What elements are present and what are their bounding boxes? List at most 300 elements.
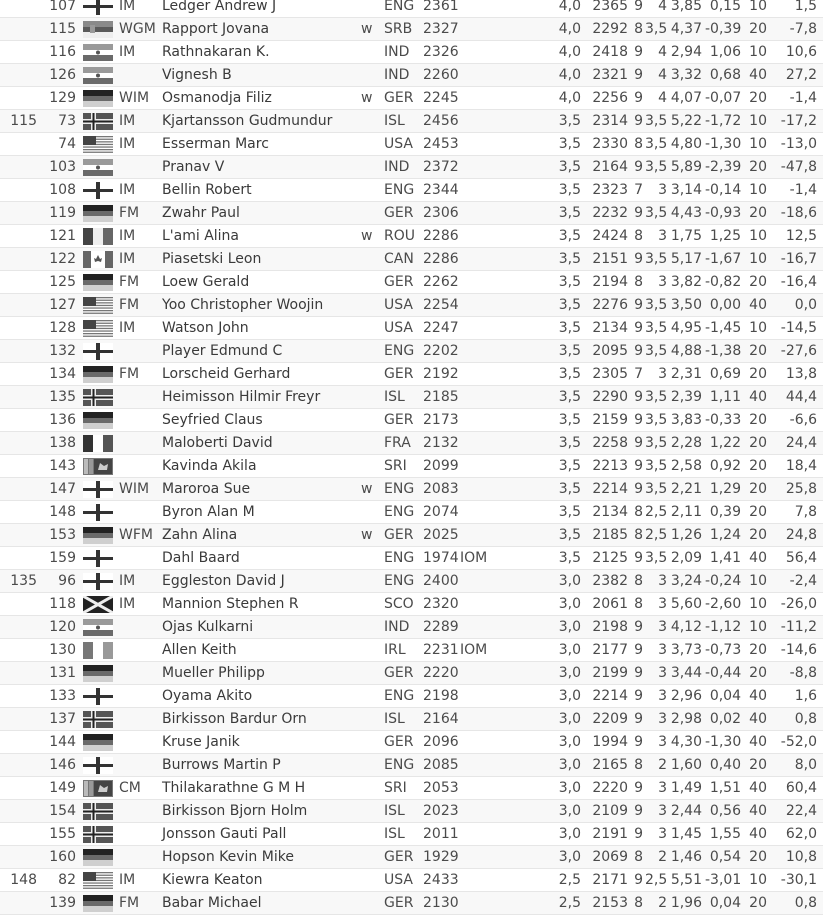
rating: 2085 [423,757,459,773]
title: IM [119,251,136,267]
rating: 2344 [423,182,459,198]
score: 3,5 [645,136,668,152]
k-factor: 40 [749,826,767,842]
federation: GER [384,90,414,106]
points: 3,5 [558,504,581,520]
rating-change: -11,2 [780,619,817,635]
title: IM [119,0,136,14]
rating-change: 7,8 [794,504,817,520]
games: 9 [634,619,643,635]
games: 9 [634,642,643,658]
k-factor: 10 [749,573,767,589]
table-row[interactable] [0,800,823,823]
points: 4,0 [558,67,581,83]
score-difference: -0,39 [705,21,742,37]
player-name[interactable]: Lorscheid Gerhard [162,366,291,382]
federation: SCO [384,596,414,612]
start-number: 139 [49,895,76,911]
rating: 2173 [423,412,459,428]
score-difference: -1,72 [705,113,742,129]
start-number: 159 [49,550,76,566]
expected-score: 3,14 [670,182,702,198]
score: 3 [658,803,667,819]
points: 3,0 [558,780,581,796]
table-row[interactable] [0,616,823,639]
score: 3,5 [645,389,668,405]
player-name[interactable]: Pranav V [162,159,225,175]
rating-change: 10,6 [785,44,817,60]
performance: 2365 [592,0,628,14]
expected-score: 2,44 [670,803,702,819]
table-row[interactable] [0,64,823,87]
table-row[interactable] [0,846,823,869]
score-difference: 0,69 [709,366,741,382]
player-name[interactable]: Kjartansson Gudmundur [162,113,333,129]
expected-score: 3,73 [670,642,702,658]
expected-score: 1,26 [670,527,702,543]
federation: ENG [384,550,415,566]
table-row[interactable] [0,869,823,892]
score: 2 [658,895,667,911]
performance: 2418 [592,44,628,60]
table-row[interactable] [0,133,823,156]
rating: 2254 [423,297,459,313]
table-row[interactable] [0,823,823,846]
start-number: 119 [49,205,76,221]
player-name[interactable]: L'ami Alina [162,228,240,244]
k-factor: 20 [749,412,767,428]
expected-score: 2,98 [670,711,702,727]
table-row[interactable] [0,225,823,248]
place: 115 [10,113,37,129]
score-difference: -1,67 [705,251,742,267]
performance: 2199 [592,665,628,681]
federation: ENG [384,343,415,359]
federation: SRI [384,458,407,474]
rating: 2231 [423,642,459,658]
expected-score: 2,11 [670,504,702,520]
games: 8 [634,274,643,290]
table-row[interactable] [0,41,823,64]
rating-change: 24,4 [785,435,817,451]
k-factor: 20 [749,458,767,474]
federation: ENG [384,688,415,704]
rating-change: -18,6 [780,205,817,221]
expected-score: 2,96 [670,688,702,704]
expected-score: 5,51 [670,872,702,888]
table-row[interactable] [0,202,823,225]
player-name[interactable]: Rathnakaran K. [162,44,270,60]
games: 9 [634,665,643,681]
flag-icon [83,504,113,521]
flag-icon [83,573,113,590]
federation: ENG [384,757,415,773]
k-factor: 40 [749,389,767,405]
sex: w [361,90,373,106]
start-number: 116 [49,44,76,60]
games: 9 [634,803,643,819]
rating-change: -16,7 [780,251,817,267]
points: 3,0 [558,803,581,819]
table-row[interactable] [0,386,823,409]
player-name[interactable]: Maroroa Sue [162,481,251,497]
player-name[interactable]: Kruse Janik [162,734,240,750]
table-row[interactable] [0,754,823,777]
k-factor: 20 [749,343,767,359]
rating-change: -6,6 [789,412,817,428]
expected-score: 2,31 [670,366,702,382]
rating: 2262 [423,274,459,290]
federation: ROU [384,228,415,244]
table-row[interactable] [0,777,823,800]
start-number: 144 [49,734,76,750]
points: 3,5 [558,159,581,175]
rating: 2245 [423,90,459,106]
table-row[interactable] [0,547,823,570]
flag-icon [83,481,113,498]
start-number: 127 [49,297,76,313]
table-row[interactable] [0,317,823,340]
table-row[interactable] [0,409,823,432]
table-row[interactable] [0,455,823,478]
player-name[interactable]: Piasetski Leon [162,251,262,267]
player-name[interactable]: Maloberti David [162,435,273,451]
player-name[interactable]: Ojas Kulkarni [162,619,254,635]
k-factor: 20 [749,205,767,221]
player-name[interactable]: Byron Alan M [162,504,255,520]
player-name[interactable]: Player Edmund C [162,343,283,359]
points: 3,5 [558,389,581,405]
k-factor: 40 [749,297,767,313]
federation: GER [384,274,414,290]
points: 4,0 [558,21,581,37]
table-row[interactable] [0,593,823,616]
games: 7 [634,366,643,382]
expected-score: 3,82 [670,274,702,290]
title: FM [119,366,140,382]
player-name[interactable]: Jonsson Gauti Pall [162,826,287,842]
table-row[interactable] [0,248,823,271]
performance: 2134 [592,320,628,336]
player-name[interactable]: Yoo Christopher Woojin [162,297,324,313]
performance: 2305 [592,366,628,382]
points: 3,5 [558,320,581,336]
table-row[interactable] [0,179,823,202]
player-name[interactable]: Heimisson Hilmir Freyr [162,389,321,405]
rating: 2099 [423,458,459,474]
score: 3 [658,182,667,198]
games: 9 [634,780,643,796]
player-name[interactable]: Ledger Andrew J [162,0,277,14]
flag-icon [83,872,113,889]
club: IOM [460,550,488,566]
title: FM [119,297,140,313]
k-factor: 10 [749,619,767,635]
table-row[interactable] [0,708,823,731]
k-factor: 20 [749,527,767,543]
score-difference: 0,39 [709,504,741,520]
flag-icon [83,274,113,291]
games: 9 [634,481,643,497]
rating-change: 44,4 [785,389,817,405]
start-number: 120 [49,619,76,635]
games: 9 [634,734,643,750]
start-number: 108 [49,182,76,198]
expected-score: 5,22 [670,113,702,129]
rating: 2372 [423,159,459,175]
player-name[interactable]: Birkisson Bardur Orn [162,711,307,727]
score: 3 [658,366,667,382]
score-difference: -0,82 [705,274,742,290]
table-row[interactable] [0,156,823,179]
rating-change: 27,2 [785,67,817,83]
federation: ENG [384,0,415,14]
games: 9 [634,389,643,405]
player-name[interactable]: Eggleston David J [162,573,285,589]
player-name[interactable]: Loew Gerald [162,274,250,290]
federation: ISL [384,803,405,819]
rating: 2192 [423,366,459,382]
flag-icon [83,113,113,130]
flag-icon [83,895,113,912]
score: 4 [658,0,667,14]
points: 3,5 [558,274,581,290]
start-number: 96 [58,573,76,589]
performance: 1994 [592,734,628,750]
table-row[interactable] [0,662,823,685]
score-difference: -0,24 [705,573,742,589]
score: 3 [658,688,667,704]
federation: USA [384,136,413,152]
games: 8 [634,136,643,152]
table-row[interactable] [0,271,823,294]
k-factor: 20 [749,665,767,681]
rating: 2023 [423,803,459,819]
player-name[interactable]: Dahl Baard [162,550,240,566]
rating: 2361 [423,0,459,14]
rating-change: 1,5 [794,0,817,14]
rating: 2326 [423,44,459,60]
score: 3,5 [645,297,668,313]
player-name[interactable]: Burrows Martin P [162,757,281,773]
k-factor: 20 [749,895,767,911]
score: 3,5 [645,343,668,359]
flag-icon [83,711,113,728]
player-name[interactable]: Watson John [162,320,249,336]
performance: 2382 [592,573,628,589]
games: 9 [634,711,643,727]
table-row[interactable] [0,340,823,363]
k-factor: 40 [749,688,767,704]
score-difference: -0,73 [705,642,742,658]
score-difference: -1,12 [705,619,742,635]
table-row[interactable] [0,0,823,18]
table-row[interactable] [0,18,823,41]
score-difference: -0,14 [705,182,742,198]
rating-change: -8,8 [789,665,817,681]
player-name[interactable]: Hopson Kevin Mike [162,849,294,865]
start-number: 73 [58,113,76,129]
table-row[interactable] [0,524,823,547]
flag-icon [83,343,113,360]
player-name[interactable]: Kavinda Akila [162,458,257,474]
score-difference: 1,41 [709,550,741,566]
title: IM [119,596,136,612]
federation: ENG [384,481,415,497]
rating: 2453 [423,136,459,152]
k-factor: 20 [749,481,767,497]
games: 9 [634,0,643,14]
k-factor: 10 [749,228,767,244]
k-factor: 20 [749,435,767,451]
score: 3 [658,711,667,727]
flag-icon [83,297,113,314]
federation: GER [384,205,414,221]
games: 9 [634,412,643,428]
score: 3 [658,826,667,842]
table-row[interactable] [0,570,823,593]
score-difference: 0,92 [709,458,741,474]
rating: 2306 [423,205,459,221]
score-difference: 1,55 [709,826,741,842]
score: 3,5 [645,550,668,566]
player-name[interactable]: Allen Keith [162,642,237,658]
points: 3,5 [558,458,581,474]
federation: USA [384,872,413,888]
player-name[interactable]: Mueller Philipp [162,665,265,681]
table-row[interactable] [0,639,823,662]
rating: 2289 [423,619,459,635]
points: 3,5 [558,412,581,428]
rating-change: 0,8 [794,711,817,727]
table-row[interactable] [0,87,823,110]
player-name[interactable]: Rapport Jovana [162,21,270,37]
score: 3,5 [645,21,668,37]
place: 135 [10,573,37,589]
points: 3,5 [558,136,581,152]
player-name[interactable]: Mannion Stephen R [162,596,299,612]
player-name[interactable]: Bellin Robert [162,182,252,198]
points: 4,0 [558,0,581,14]
k-factor: 10 [749,136,767,152]
expected-score: 5,17 [670,251,702,267]
table-row[interactable] [0,432,823,455]
player-name[interactable]: Babar Michael [162,895,262,911]
flag-icon [83,159,113,176]
start-number: 128 [49,320,76,336]
player-name[interactable]: Oyama Akito [162,688,253,704]
flag-icon [83,44,113,61]
rating-change: -14,6 [780,642,817,658]
rating-change: -16,4 [780,274,817,290]
title: IM [119,872,136,888]
start-number: 138 [49,435,76,451]
player-name[interactable]: Vignesh B [162,67,232,83]
player-name[interactable]: Kiewra Keaton [162,872,263,888]
score: 2,5 [645,504,668,520]
flag-icon [83,90,113,107]
table-row[interactable] [0,478,823,501]
table-row[interactable] [0,685,823,708]
points: 3,0 [558,711,581,727]
points: 3,5 [558,366,581,382]
performance: 2061 [592,596,628,612]
performance: 2153 [592,895,628,911]
player-name[interactable]: Osmanodja Filiz [162,90,272,106]
table-row[interactable] [0,501,823,524]
sex: w [361,228,373,244]
points: 2,5 [558,895,581,911]
flag-icon [83,596,113,613]
k-factor: 20 [749,90,767,106]
rating-change: 25,8 [785,481,817,497]
performance: 2330 [592,136,628,152]
score-difference: 0,04 [709,895,741,911]
federation: USA [384,320,413,336]
score-difference: 1,51 [709,780,741,796]
player-name[interactable]: Birkisson Bjorn Holm [162,803,308,819]
score: 4 [658,90,667,106]
expected-score: 2,21 [670,481,702,497]
points: 3,0 [558,826,581,842]
expected-score: 1,45 [670,826,702,842]
k-factor: 20 [749,274,767,290]
rating: 2198 [423,688,459,704]
player-name[interactable]: Seyfried Claus [162,412,263,428]
score-difference: 0,54 [709,849,741,865]
table-row[interactable] [0,363,823,386]
points: 3,5 [558,182,581,198]
score: 2,5 [645,527,668,543]
expected-score: 1,46 [670,849,702,865]
federation: IND [384,159,410,175]
games: 9 [634,688,643,704]
score: 3 [658,619,667,635]
start-number: 147 [49,481,76,497]
games: 8 [634,21,643,37]
rating: 2433 [423,872,459,888]
start-number: 146 [49,757,76,773]
player-name[interactable]: Zwahr Paul [162,205,240,221]
k-factor: 10 [749,44,767,60]
club: IOM [460,642,488,658]
table-row[interactable] [0,110,823,133]
flag-icon [83,734,113,751]
federation: ENG [384,182,415,198]
start-number: 129 [49,90,76,106]
title: IM [119,573,136,589]
performance: 2232 [592,205,628,221]
expected-score: 4,95 [670,320,702,336]
score: 3,5 [645,159,668,175]
table-row[interactable] [0,294,823,317]
games: 8 [634,849,643,865]
expected-score: 5,89 [670,159,702,175]
start-number: 136 [49,412,76,428]
federation: ISL [384,826,405,842]
games: 9 [634,343,643,359]
start-number: 121 [49,228,76,244]
federation: IND [384,67,410,83]
player-name[interactable]: Zahn Alina [162,527,238,543]
performance: 2256 [592,90,628,106]
k-factor: 10 [749,182,767,198]
table-row[interactable] [0,731,823,754]
player-name[interactable]: Thilakarathne G M H [162,780,306,796]
rating: 2202 [423,343,459,359]
expected-score: 3,85 [670,0,702,14]
player-name[interactable]: Esserman Marc [162,136,269,152]
